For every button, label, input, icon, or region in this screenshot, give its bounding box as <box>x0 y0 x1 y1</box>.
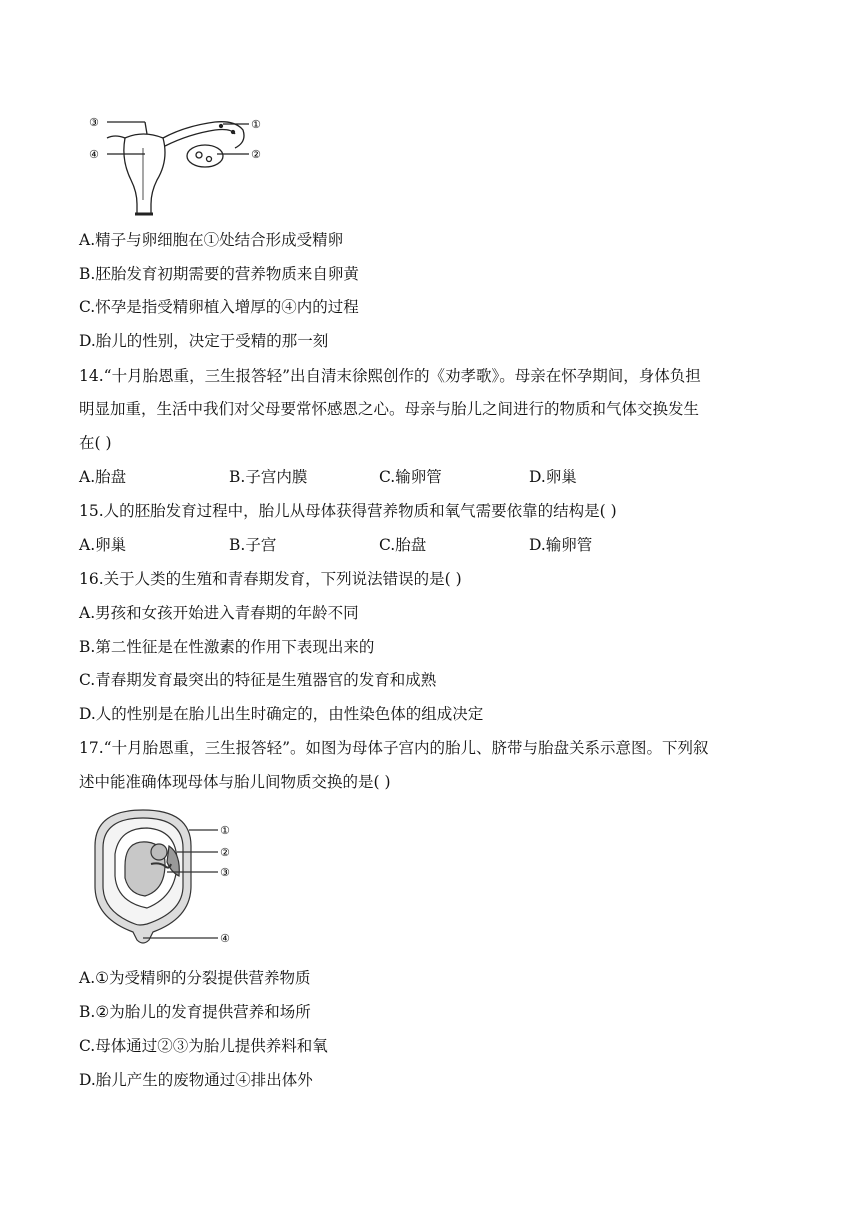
q14-stem-line-1: 14.“十月胎恩重，三生报答轻”出自清末徐熙创作的《劝孝歌》。母亲在怀孕期间，身体负担 <box>79 367 701 385</box>
q16-stem: 16.关于人类的生殖和青春期发育，下列说法错误的是( ) <box>79 570 462 588</box>
figure1-label-1: ① <box>251 118 261 131</box>
q15-option-b: B.子宫 <box>229 536 277 554</box>
q15-option-c: C.胎盘 <box>379 536 427 554</box>
q17-option-b: B.②为胎儿的发育提供营养和场所 <box>79 1003 311 1021</box>
q13-option-b: B.胚胎发育初期需要的营养物质来自卵黄 <box>79 265 359 283</box>
figure2-label-3: ③ <box>220 866 230 879</box>
q14-option-c: C.输卵管 <box>379 468 442 486</box>
fetus-uterus-figure <box>85 806 245 950</box>
q13-option-d: D.胎儿的性别，决定于受精的那一刻 <box>79 332 329 350</box>
q15-option-d: D.输卵管 <box>529 536 593 554</box>
q13-option-a: A.精子与卵细胞在①处结合形成受精卵 <box>79 231 344 249</box>
q17-option-a: A.①为受精卵的分裂提供营养物质 <box>79 969 311 987</box>
q16-option-b: B.第二性征是在性激素的作用下表现出来的 <box>79 638 375 656</box>
figure2-label-4: ④ <box>220 932 230 945</box>
q15-stem: 15.人的胚胎发育过程中，胎儿从母体获得营养物质和氧气需要依靠的结构是( ) <box>79 502 617 520</box>
q17-stem-line-2: 述中能准确体现母体与胎儿间物质交换的是( ) <box>79 773 391 791</box>
q14-stem-line-2: 明显加重，生活中我们对父母要常怀感恩之心。母亲与胎儿之间进行的物质和气体交换发生 <box>79 400 700 418</box>
figure2-label-1: ① <box>220 824 230 837</box>
q17-option-d: D.胎儿产生的废物通过④排出体外 <box>79 1071 313 1089</box>
q16-option-a: A.男孩和女孩开始进入青春期的年龄不同 <box>79 604 359 622</box>
reproductive-system-figure <box>85 108 270 220</box>
q17-option-c: C.母体通过②③为胎儿提供养料和氧 <box>79 1037 328 1055</box>
figure1-label-3: ③ <box>89 116 99 129</box>
figure1-label-2: ② <box>251 148 261 161</box>
q14-stem-line-3: 在( ) <box>79 434 112 452</box>
q13-option-c: C.怀孕是指受精卵植入增厚的④内的过程 <box>79 298 359 316</box>
q16-option-d: D.人的性别是在胎儿出生时确定的，由性染色体的组成决定 <box>79 705 484 723</box>
figure1-label-4: ④ <box>89 148 99 161</box>
q17-stem-line-1: 17.“十月胎恩重，三生报答轻”。如图为母体子宫内的胎儿、脐带与胎盘关系示意图。下列叙 <box>79 739 709 757</box>
q14-option-d: D.卵巢 <box>529 468 577 486</box>
q15-option-a: A.卵巢 <box>79 536 127 554</box>
q14-option-a: A.胎盘 <box>79 468 127 486</box>
q16-option-c: C.青春期发育最突出的特征是生殖器官的发育和成熟 <box>79 671 437 689</box>
q14-option-b: B.子宫内膜 <box>229 468 308 486</box>
figure2-label-2: ② <box>220 846 230 859</box>
